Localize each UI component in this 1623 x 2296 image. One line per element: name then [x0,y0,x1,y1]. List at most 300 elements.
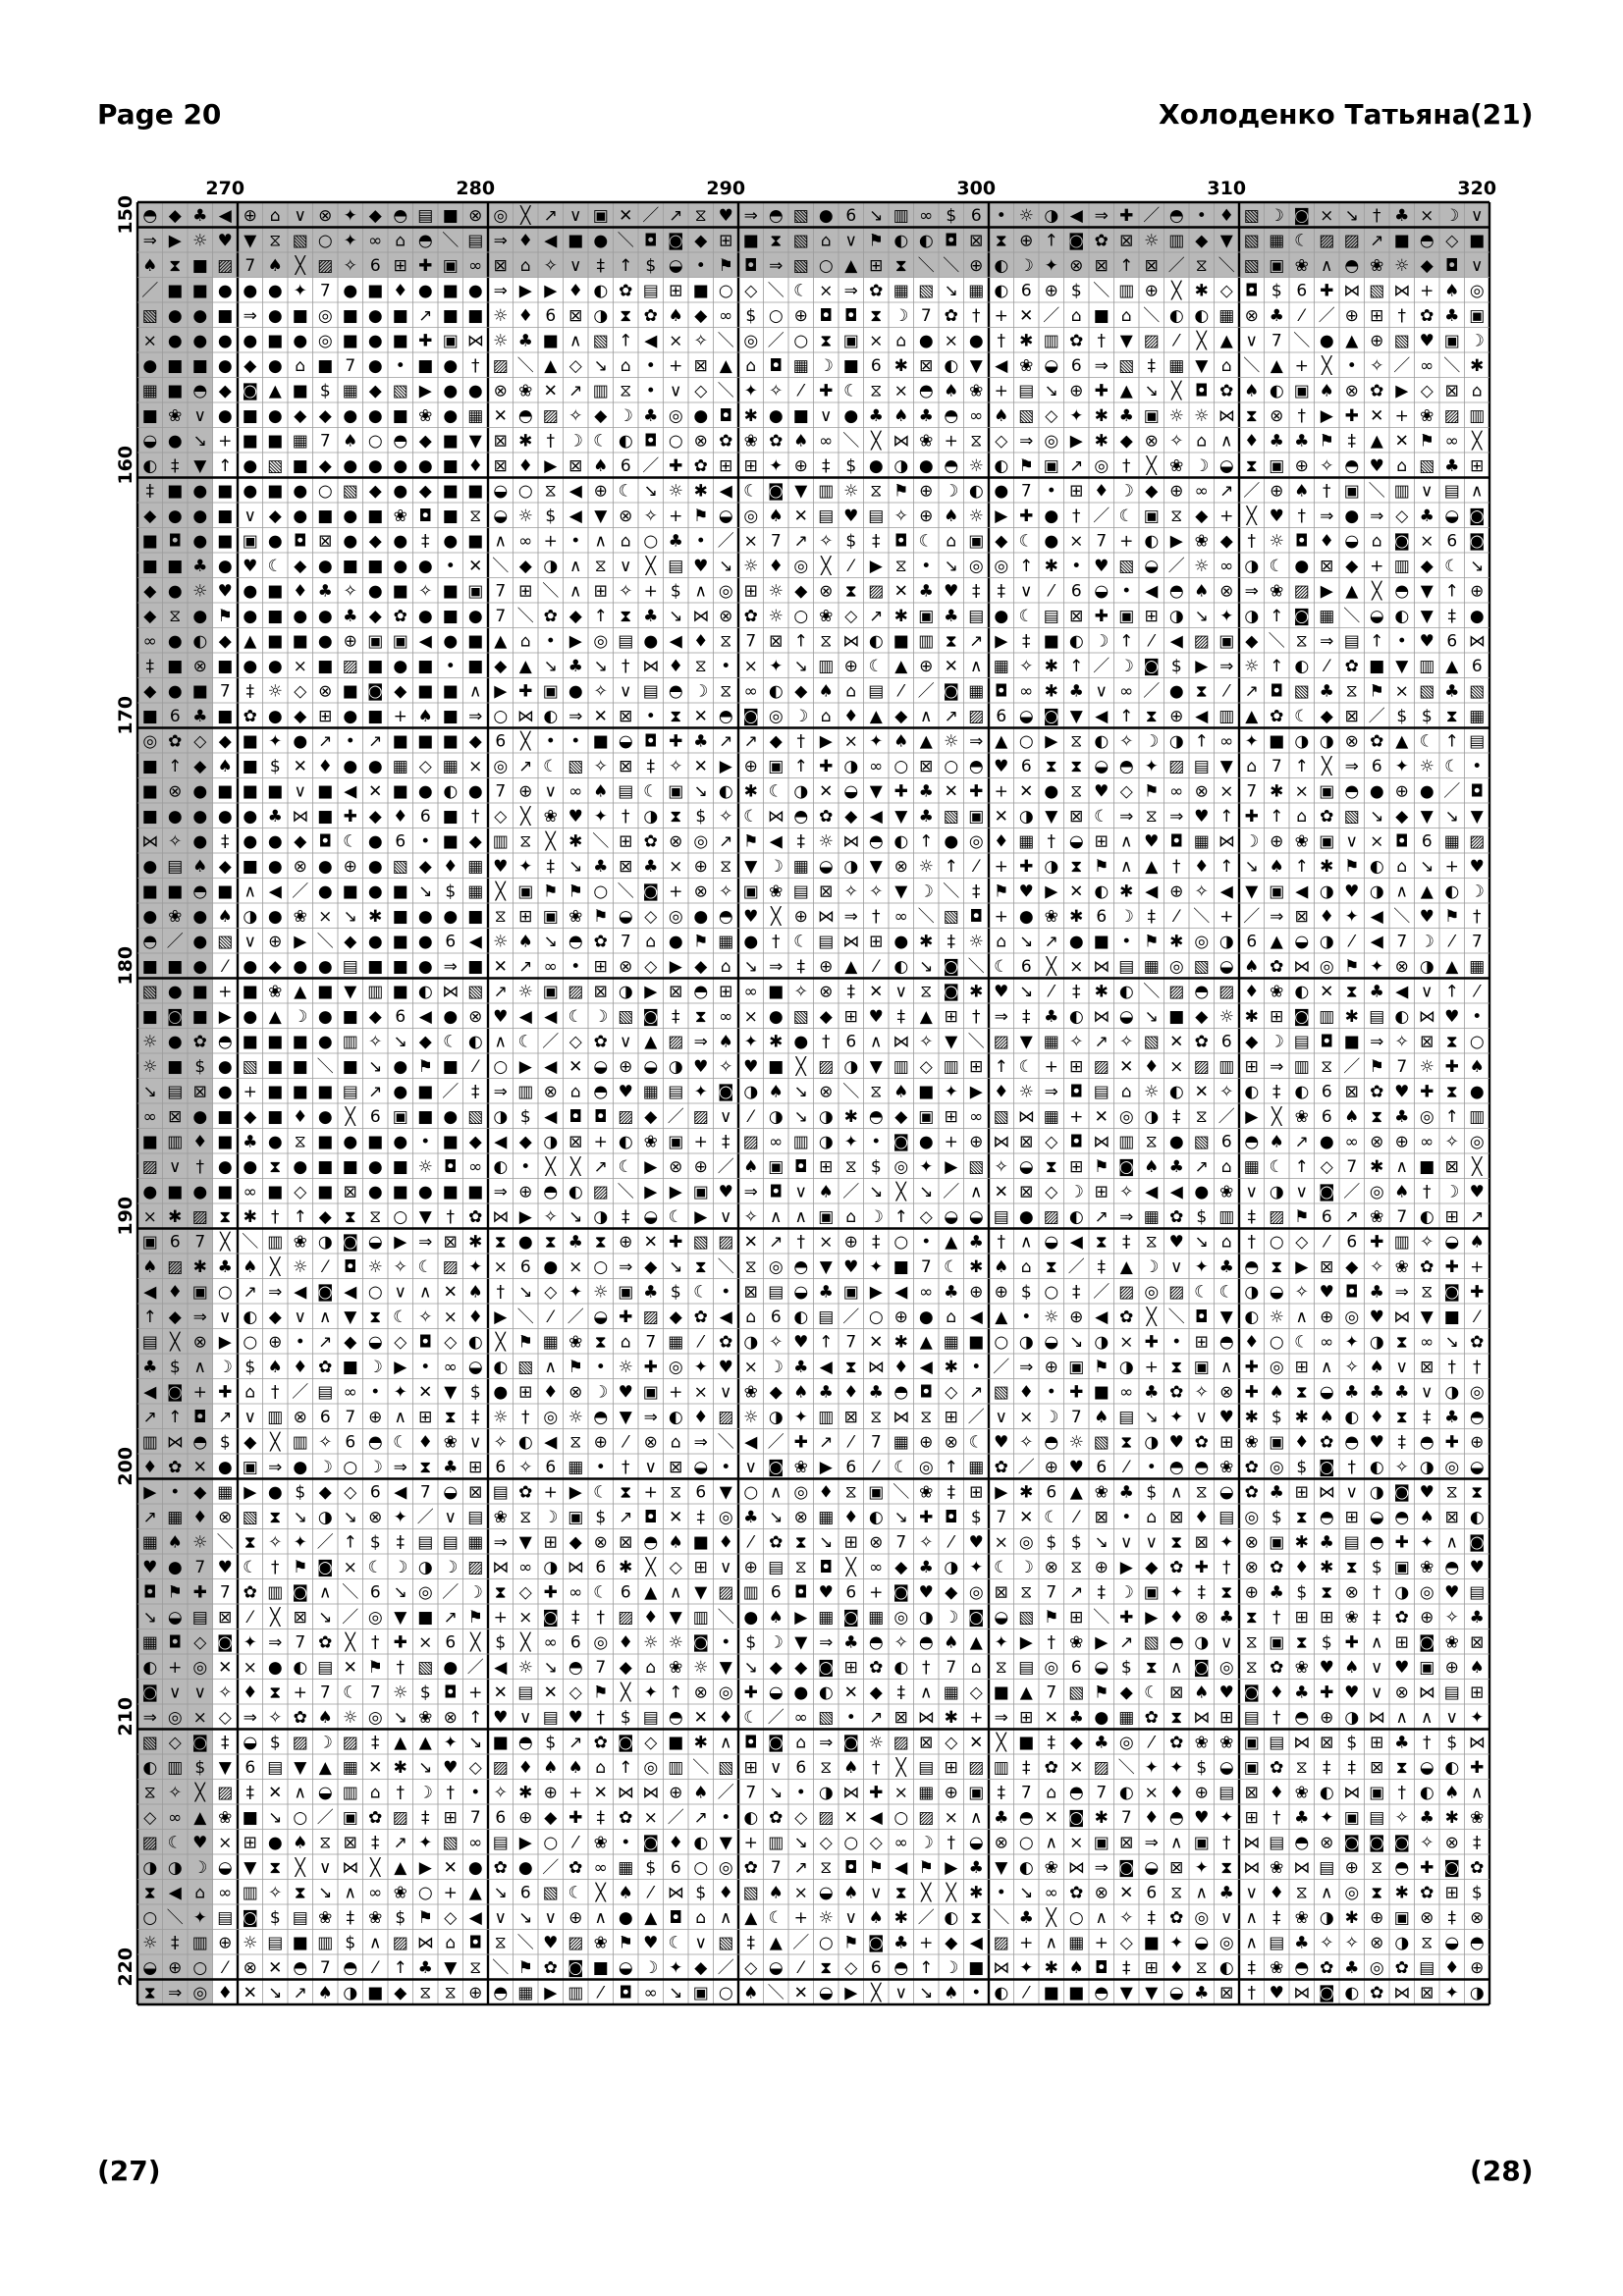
pattern-cell-symbol: ＼ [342,1582,359,1603]
pattern-cell-symbol: ▲ [1069,1482,1083,1503]
pattern-cell-symbol: ◓ [192,1432,208,1453]
pattern-cell-symbol: ✧ [268,1532,283,1553]
pattern-cell-symbol: ✕ [1019,781,1034,802]
pattern-cell-symbol: ◐ [593,281,609,301]
pattern-cell-symbol: ↑ [893,1206,908,1227]
pattern-cell-symbol: ■ [141,881,158,902]
pattern-cell-symbol: ⧖ [1170,1883,1183,1903]
pattern-cell-symbol: ✕ [493,405,508,426]
pattern-cell-symbol: ▧ [1093,1432,1109,1453]
pattern-cell-symbol: ⌂ [970,1657,982,1678]
pattern-cell-symbol: ♦ [243,1682,258,1703]
pattern-cell-symbol: ○ [1469,1032,1485,1052]
pattern-cell-symbol: ○ [1269,1332,1284,1353]
pattern-cell-symbol: ▲ [969,1632,983,1653]
pattern-cell-symbol: ♥ [568,806,583,827]
pattern-cell-symbol: ■ [267,1082,284,1102]
pattern-cell-symbol: × [1169,1056,1184,1077]
pattern-cell-symbol: ○ [944,756,959,776]
pattern-cell-symbol: + [1444,856,1459,877]
pattern-cell-symbol: ■ [342,331,358,351]
pattern-cell-symbol: 6 [870,1957,882,1978]
pattern-cell-symbol: • [570,731,581,752]
pattern-cell-symbol: ◑ [142,1857,158,1878]
pattern-cell-symbol: ＼ [1117,1757,1135,1778]
pattern-cell-symbol: ◎ [1018,1532,1034,1553]
pattern-cell-symbol: ❀ [393,1883,407,1903]
pattern-cell-symbol: ◒ [217,1857,233,1878]
pattern-cell-symbol: ☼ [768,581,784,602]
pattern-cell-symbol: ✚ [919,1507,934,1527]
pattern-cell-symbol: ▼ [894,806,908,827]
pattern-cell-symbol: ● [167,331,183,351]
pattern-cell-symbol: ⚑ [843,1933,859,1953]
pattern-cell-symbol: ⧗ [870,305,883,326]
pattern-cell-symbol: ☼ [668,481,683,502]
pattern-cell-symbol: ⊠ [669,1457,683,1477]
pattern-cell-symbol: ⊕ [1169,881,1184,902]
pattern-cell-symbol: ∞ [1194,481,1209,502]
pattern-cell-symbol: 6 [369,1106,381,1127]
pattern-cell-symbol: ◑ [1419,956,1434,977]
pattern-cell-symbol: ✿ [518,1482,533,1503]
pattern-cell-symbol: ☽ [793,706,809,726]
pattern-cell-symbol: ◓ [1168,1457,1184,1477]
pattern-cell-symbol: ♣ [417,1957,433,1978]
pattern-cell-symbol: ◙ [742,706,759,726]
pattern-cell-symbol: ● [367,581,383,602]
pattern-cell-symbol: ／ [667,1106,684,1127]
pattern-cell-symbol: ＼ [917,906,935,927]
pattern-cell-symbol: ◐ [517,1432,533,1453]
pattern-cell-symbol: ✦ [293,281,307,301]
pattern-cell-symbol: ▥ [141,1432,158,1453]
pattern-cell-symbol: ● [293,506,308,526]
pattern-cell-symbol: ☼ [243,1933,258,1953]
pattern-cell-symbol: ∨ [1345,1482,1358,1503]
pattern-cell-symbol: ✧ [669,756,683,776]
pattern-cell-symbol: ◓ [1319,1507,1334,1527]
pattern-cell-symbol: ▣ [842,1282,859,1303]
pattern-cell-symbol: ● [317,1106,333,1127]
pattern-cell-symbol: ▶ [644,1182,658,1202]
pattern-cell-symbol: ▥ [267,1232,284,1253]
pattern-cell-symbol: ✚ [1069,1382,1084,1403]
pattern-cell-symbol: ／ [442,1082,460,1102]
pattern-cell-symbol: ⚑ [718,255,733,276]
pattern-cell-symbol: ↗ [1194,1156,1209,1177]
pattern-cell-symbol: ⌂ [269,205,281,226]
pattern-cell-symbol: + [793,1907,808,1928]
pattern-cell-symbol: ✦ [192,1907,207,1928]
pattern-cell-symbol: ◒ [1419,1757,1434,1778]
pattern-cell-symbol: ♠ [467,1282,483,1303]
pattern-cell-symbol: ⊗ [669,1156,683,1177]
pattern-cell-symbol: ☼ [1068,1432,1084,1453]
pattern-cell-symbol: ◓ [718,906,733,927]
pattern-cell-symbol: ✿ [368,1807,383,1828]
pattern-cell-symbol: ⧖ [1070,781,1083,802]
pattern-cell-symbol: • [445,556,456,576]
pattern-cell-symbol: ■ [392,581,408,602]
pattern-cell-symbol: ● [142,355,158,376]
pattern-cell-symbol: ♦ [668,1833,683,1853]
pattern-cell-symbol: ⚑ [1094,1156,1109,1177]
pattern-cell-symbol: ⋈ [1293,1733,1311,1753]
pattern-cell-symbol: ✦ [693,1082,708,1102]
pattern-cell-symbol: ☼ [1394,255,1410,276]
pattern-cell-symbol: † [1397,305,1406,326]
pattern-cell-symbol: ● [393,656,408,676]
pattern-cell-symbol: ✧ [1444,1132,1459,1152]
pattern-cell-symbol: • [795,1783,806,1803]
pattern-cell-symbol: ‡ [947,932,955,952]
pattern-cell-symbol: ✕ [1069,1757,1084,1778]
pattern-cell-symbol: ∨ [1421,982,1434,1002]
pattern-cell-symbol: ▨ [568,982,584,1002]
pattern-cell-symbol: ⧗ [995,231,1007,251]
pattern-cell-symbol: ↘ [343,1507,357,1527]
pattern-cell-symbol: ∧ [344,1883,356,1903]
pattern-cell-symbol: ♣ [568,1232,583,1253]
pattern-cell-symbol: ╳ [1171,381,1182,401]
pattern-cell-symbol: ❀ [1294,1106,1309,1127]
pattern-cell-symbol: ◓ [1168,581,1184,602]
row-label: 180 [115,945,136,986]
pattern-cell-symbol: ▲ [1219,331,1233,351]
pattern-cell-symbol: ⊕ [669,1783,683,1803]
pattern-cell-symbol: ◇ [518,1582,532,1603]
pattern-cell-symbol: ◓ [1194,982,1210,1002]
pattern-cell-symbol: ✦ [518,856,533,877]
pattern-cell-symbol: ⋈ [516,706,534,726]
pattern-cell-symbol: ◀ [769,831,783,852]
pattern-cell-symbol: ⌂ [1220,355,1232,376]
pattern-cell-symbol: ☽ [367,1357,383,1377]
pattern-cell-symbol: ▤ [1443,481,1460,502]
pattern-cell-symbol: ⚑ [1144,932,1160,952]
pattern-cell-symbol: ▤ [517,1682,534,1703]
pattern-cell-symbol: ↘ [869,205,884,226]
pattern-cell-symbol: ▼ [518,1532,532,1553]
pattern-cell-symbol: ⌂ [445,1933,457,1953]
pattern-cell-symbol: ∧ [569,581,582,602]
pattern-cell-symbol: ✕ [1019,305,1034,326]
pattern-cell-symbol: ■ [342,1056,358,1077]
pattern-cell-symbol: ♥ [1218,1407,1234,1427]
pattern-cell-symbol: ✚ [192,1582,207,1603]
pattern-cell-symbol: ◀ [1169,1182,1183,1202]
pattern-cell-symbol: ╳ [345,1632,355,1653]
pattern-cell-symbol: ♠ [994,405,1009,426]
pattern-cell-symbol: ♥ [1094,781,1109,802]
pattern-cell-symbol: ◆ [368,531,382,552]
pattern-cell-symbol: ♥ [918,1582,934,1603]
pattern-cell-symbol: ■ [442,455,459,476]
pattern-cell-symbol: ⧖ [1421,1933,1434,1953]
pattern-cell-symbol: ♠ [1269,856,1284,877]
pattern-cell-symbol: ↘ [1194,1232,1209,1253]
pattern-cell-symbol: ⇒ [142,231,157,251]
pattern-cell-symbol: ↗ [1094,1032,1109,1052]
pattern-cell-symbol: ■ [141,756,158,776]
pattern-cell-symbol: ❀ [518,381,533,401]
pattern-cell-symbol: ⌂ [1296,806,1308,827]
pattern-cell-symbol: ⊞ [869,255,884,276]
pattern-cell-symbol: ▦ [1043,1032,1059,1052]
pattern-cell-symbol: ✚ [669,1232,683,1253]
pattern-cell-symbol: ⊕ [1044,1457,1058,1477]
pattern-cell-symbol: 7 [319,1682,331,1703]
pattern-cell-symbol: ／ [1143,681,1161,702]
pattern-cell-symbol: ▥ [893,1056,909,1077]
pattern-cell-symbol: ⌂ [996,932,1007,952]
pattern-cell-symbol: ◘ [1270,681,1283,702]
pattern-cell-symbol: ◇ [744,1957,758,1978]
pattern-cell-symbol: ⋈ [1293,956,1311,977]
pattern-cell-symbol: × [518,1607,533,1628]
pattern-cell-symbol: ▣ [968,806,985,827]
pattern-cell-symbol: ⇒ [268,1632,283,1653]
pattern-cell-symbol: ⧗ [1395,1407,1408,1427]
pattern-cell-symbol: ● [367,1182,383,1202]
pattern-cell-symbol: ▼ [1219,1307,1233,1327]
pattern-cell-symbol: ◇ [794,1807,808,1828]
pattern-cell-symbol: ♣ [1018,1907,1034,1928]
pattern-cell-symbol: ☾ [843,381,859,401]
pattern-cell-symbol: ■ [267,781,284,802]
pattern-cell-symbol: ▧ [1018,1607,1035,1628]
pattern-cell-symbol: ▣ [342,1807,358,1828]
pattern-cell-symbol: ↑ [1270,606,1284,626]
pattern-cell-symbol: ▶ [494,681,508,702]
pattern-cell-symbol: ☾ [768,781,784,802]
pattern-cell-symbol: ∨ [844,1907,857,1928]
pattern-cell-symbol: ⧖ [844,1156,857,1177]
pattern-cell-symbol: ⚑ [417,1907,433,1928]
pattern-cell-symbol: ▤ [217,1907,234,1928]
pattern-cell-symbol: ■ [1419,1156,1435,1177]
pattern-cell-symbol: ▣ [1319,831,1335,852]
pattern-cell-symbol: ● [1369,781,1384,802]
pattern-cell-symbol: • [921,1232,932,1253]
pattern-cell-symbol: ⇒ [142,1707,157,1728]
pattern-cell-symbol: ⊕ [969,1282,984,1303]
pattern-cell-symbol: ☼ [493,305,509,326]
pattern-cell-symbol: ◘ [168,1632,182,1653]
pattern-cell-symbol: ☽ [1419,932,1434,952]
pattern-cell-symbol: ◎ [1269,1357,1284,1377]
pattern-cell-symbol: ◒ [1269,1282,1284,1303]
pattern-cell-symbol: ◐ [994,281,1009,301]
pattern-cell-symbol: ◙ [943,982,959,1002]
pattern-cell-symbol: ‡ [1097,1582,1106,1603]
pattern-cell-symbol: ▨ [191,1206,208,1227]
pattern-cell-symbol: × [743,531,758,552]
pattern-cell-symbol: ⊠ [1444,381,1459,401]
pattern-cell-symbol: ◓ [1394,1857,1410,1878]
pattern-cell-symbol: ⧗ [1070,856,1083,877]
pattern-cell-symbol: ◘ [1345,1282,1359,1303]
pattern-cell-symbol: † [1297,405,1306,426]
pattern-cell-symbol: ∨ [870,1883,883,1903]
pattern-cell-symbol: ♣ [1469,1607,1485,1628]
pattern-cell-symbol: • [1121,1507,1132,1527]
pattern-cell-symbol: ❀ [1420,405,1434,426]
pattern-cell-symbol: ↗ [869,1707,884,1728]
pattern-cell-symbol: ◙ [642,1833,659,1853]
pattern-cell-symbol: ↗ [1219,481,1234,502]
pattern-cell-symbol: ⧖ [1195,1957,1208,1978]
pattern-cell-symbol: ✦ [268,731,283,752]
pattern-cell-symbol: ◇ [568,355,582,376]
pattern-cell-symbol: ◓ [1068,1783,1084,1803]
pattern-cell-symbol: 6 [595,1557,607,1577]
pattern-cell-symbol: ⇒ [994,1707,1008,1728]
pattern-cell-symbol: ∞ [719,305,733,326]
pattern-cell-symbol: ♠ [1244,381,1260,401]
pattern-cell-symbol: ▦ [342,1757,358,1778]
pattern-cell-symbol: ◆ [368,205,382,226]
pattern-cell-symbol: ✚ [518,681,533,702]
pattern-cell-symbol: ▤ [442,1532,459,1553]
pattern-cell-symbol: ◑ [1344,1707,1360,1728]
pattern-cell-symbol: ⧗ [1395,1332,1408,1353]
pattern-cell-symbol: ⊕ [1370,331,1384,351]
pattern-cell-symbol: ◀ [394,1482,407,1503]
pattern-cell-symbol: † [496,1282,505,1303]
pattern-cell-symbol: ✿ [1370,381,1384,401]
pattern-cell-symbol: ╳ [520,205,531,226]
pattern-cell-symbol: ◑ [818,1132,834,1152]
pattern-cell-symbol: ✕ [843,1682,858,1703]
pattern-cell-symbol: ⋈ [1217,405,1235,426]
pattern-cell-symbol: $ [670,1282,681,1303]
pattern-cell-symbol: ☼ [1269,531,1284,552]
pattern-cell-symbol: ⊗ [593,1532,608,1553]
pattern-cell-symbol: ▣ [868,1482,885,1503]
pattern-cell-symbol: ⊠ [218,1607,233,1628]
pattern-cell-symbol: ⊗ [1094,1883,1109,1903]
pattern-cell-symbol: ◓ [1394,581,1410,602]
pattern-cell-symbol: ◒ [1218,956,1234,977]
pattern-cell-symbol: ◓ [793,806,809,827]
pattern-cell-symbol: ◒ [593,1307,609,1327]
pattern-cell-symbol: • [395,355,406,376]
pattern-cell-symbol: ◙ [167,1006,184,1027]
pattern-cell-symbol: ▥ [1469,1106,1486,1127]
pattern-cell-symbol: ☼ [818,1907,834,1928]
pattern-cell-symbol: ⧖ [720,631,732,652]
pattern-cell-symbol: ◓ [1218,1332,1234,1353]
pattern-cell-symbol: ■ [317,806,334,827]
pattern-cell-symbol: ⊠ [493,255,508,276]
pattern-cell-symbol: ▼ [243,1857,257,1878]
pattern-cell-symbol: ▨ [993,1032,1009,1052]
pattern-cell-symbol: ▤ [492,1833,509,1853]
pattern-cell-symbol: ✿ [1270,956,1284,977]
pattern-cell-symbol: ⊕ [893,1307,908,1327]
pattern-cell-symbol: ◎ [593,631,609,652]
pattern-cell-symbol: ♥ [1394,1657,1410,1678]
pattern-cell-symbol: ⌂ [369,1783,381,1803]
pattern-cell-symbol: ⧖ [694,205,707,226]
pattern-cell-symbol: + [643,581,658,602]
pattern-cell-symbol: † [396,1657,405,1678]
pattern-cell-symbol: × [743,1006,758,1027]
pattern-cell-symbol: ♣ [317,581,333,602]
pattern-cell-symbol: ◆ [1145,481,1159,502]
pattern-cell-symbol: ⇒ [843,906,858,927]
pattern-cell-symbol: ▦ [968,681,985,702]
pattern-cell-symbol: • [1046,1382,1056,1403]
pattern-cell-symbol: ◇ [294,681,307,702]
pattern-cell-symbol: $ [670,581,681,602]
pattern-cell-symbol: † [922,1657,931,1678]
pattern-cell-symbol: ● [1419,781,1434,802]
pattern-cell-symbol: ✱ [1320,856,1334,877]
pattern-cell-symbol: ♣ [1094,1733,1109,1753]
pattern-cell-symbol: ⊠ [1294,906,1309,927]
pattern-cell-symbol: ▣ [692,1182,709,1202]
pattern-cell-symbol: ○ [517,481,533,502]
pattern-cell-symbol: $ [445,881,457,902]
pattern-cell-symbol: ◀ [268,881,282,902]
pattern-cell-symbol: ∨ [1421,481,1434,502]
pattern-cell-symbol: ⊗ [1344,381,1359,401]
pattern-cell-symbol: ◎ [1344,1883,1360,1903]
pattern-cell-symbol: ◀ [1069,1232,1083,1253]
pattern-cell-symbol: ✕ [944,781,958,802]
pattern-cell-symbol: ∞ [443,1357,458,1377]
pattern-cell-symbol: ■ [342,305,358,326]
pattern-cell-symbol: ◘ [1320,1032,1333,1052]
pattern-cell-symbol: ♣ [1444,1407,1460,1427]
pattern-cell-symbol: ▣ [592,205,609,226]
pattern-cell-symbol: ⋈ [893,431,910,452]
pattern-cell-symbol: ⇒ [1244,581,1259,602]
pattern-cell-symbol: ╳ [795,1056,806,1077]
pattern-cell-symbol: ♥ [217,231,233,251]
pattern-cell-symbol: ♥ [1319,1657,1334,1678]
pattern-cell-symbol: ∨ [219,1307,232,1327]
pattern-cell-symbol: $ [946,205,957,226]
pattern-cell-symbol: ✧ [893,506,908,526]
pattern-cell-symbol: 7 [219,681,231,702]
row-label: 220 [115,1947,136,1987]
pattern-cell-symbol: ◓ [668,1707,683,1728]
pattern-cell-symbol: ∨ [894,982,907,1002]
pattern-cell-symbol: ● [393,481,408,502]
pattern-cell-symbol: ■ [292,631,308,652]
pattern-cell-symbol: ✱ [1244,1006,1259,1027]
pattern-cell-symbol: ○ [142,1907,158,1928]
pattern-cell-symbol: + [669,1382,683,1403]
pattern-cell-symbol: ◀ [143,1382,157,1403]
pattern-cell-symbol: ✚ [1144,1332,1159,1353]
pattern-cell-symbol: ☾ [243,1557,258,1577]
pattern-cell-symbol: ☾ [1269,1156,1284,1177]
pattern-cell-symbol: ∧ [469,681,482,702]
pattern-cell-symbol: ▧ [141,305,158,326]
pattern-cell-symbol: ◆ [694,1957,708,1978]
pattern-cell-symbol: ▶ [1320,581,1333,602]
pattern-cell-symbol: ◆ [143,581,157,602]
pattern-cell-symbol: ＼ [917,255,935,276]
pattern-cell-symbol: ▥ [943,1056,959,1077]
pattern-cell-symbol: ■ [768,982,784,1002]
pattern-cell-symbol: ○ [543,1833,559,1853]
